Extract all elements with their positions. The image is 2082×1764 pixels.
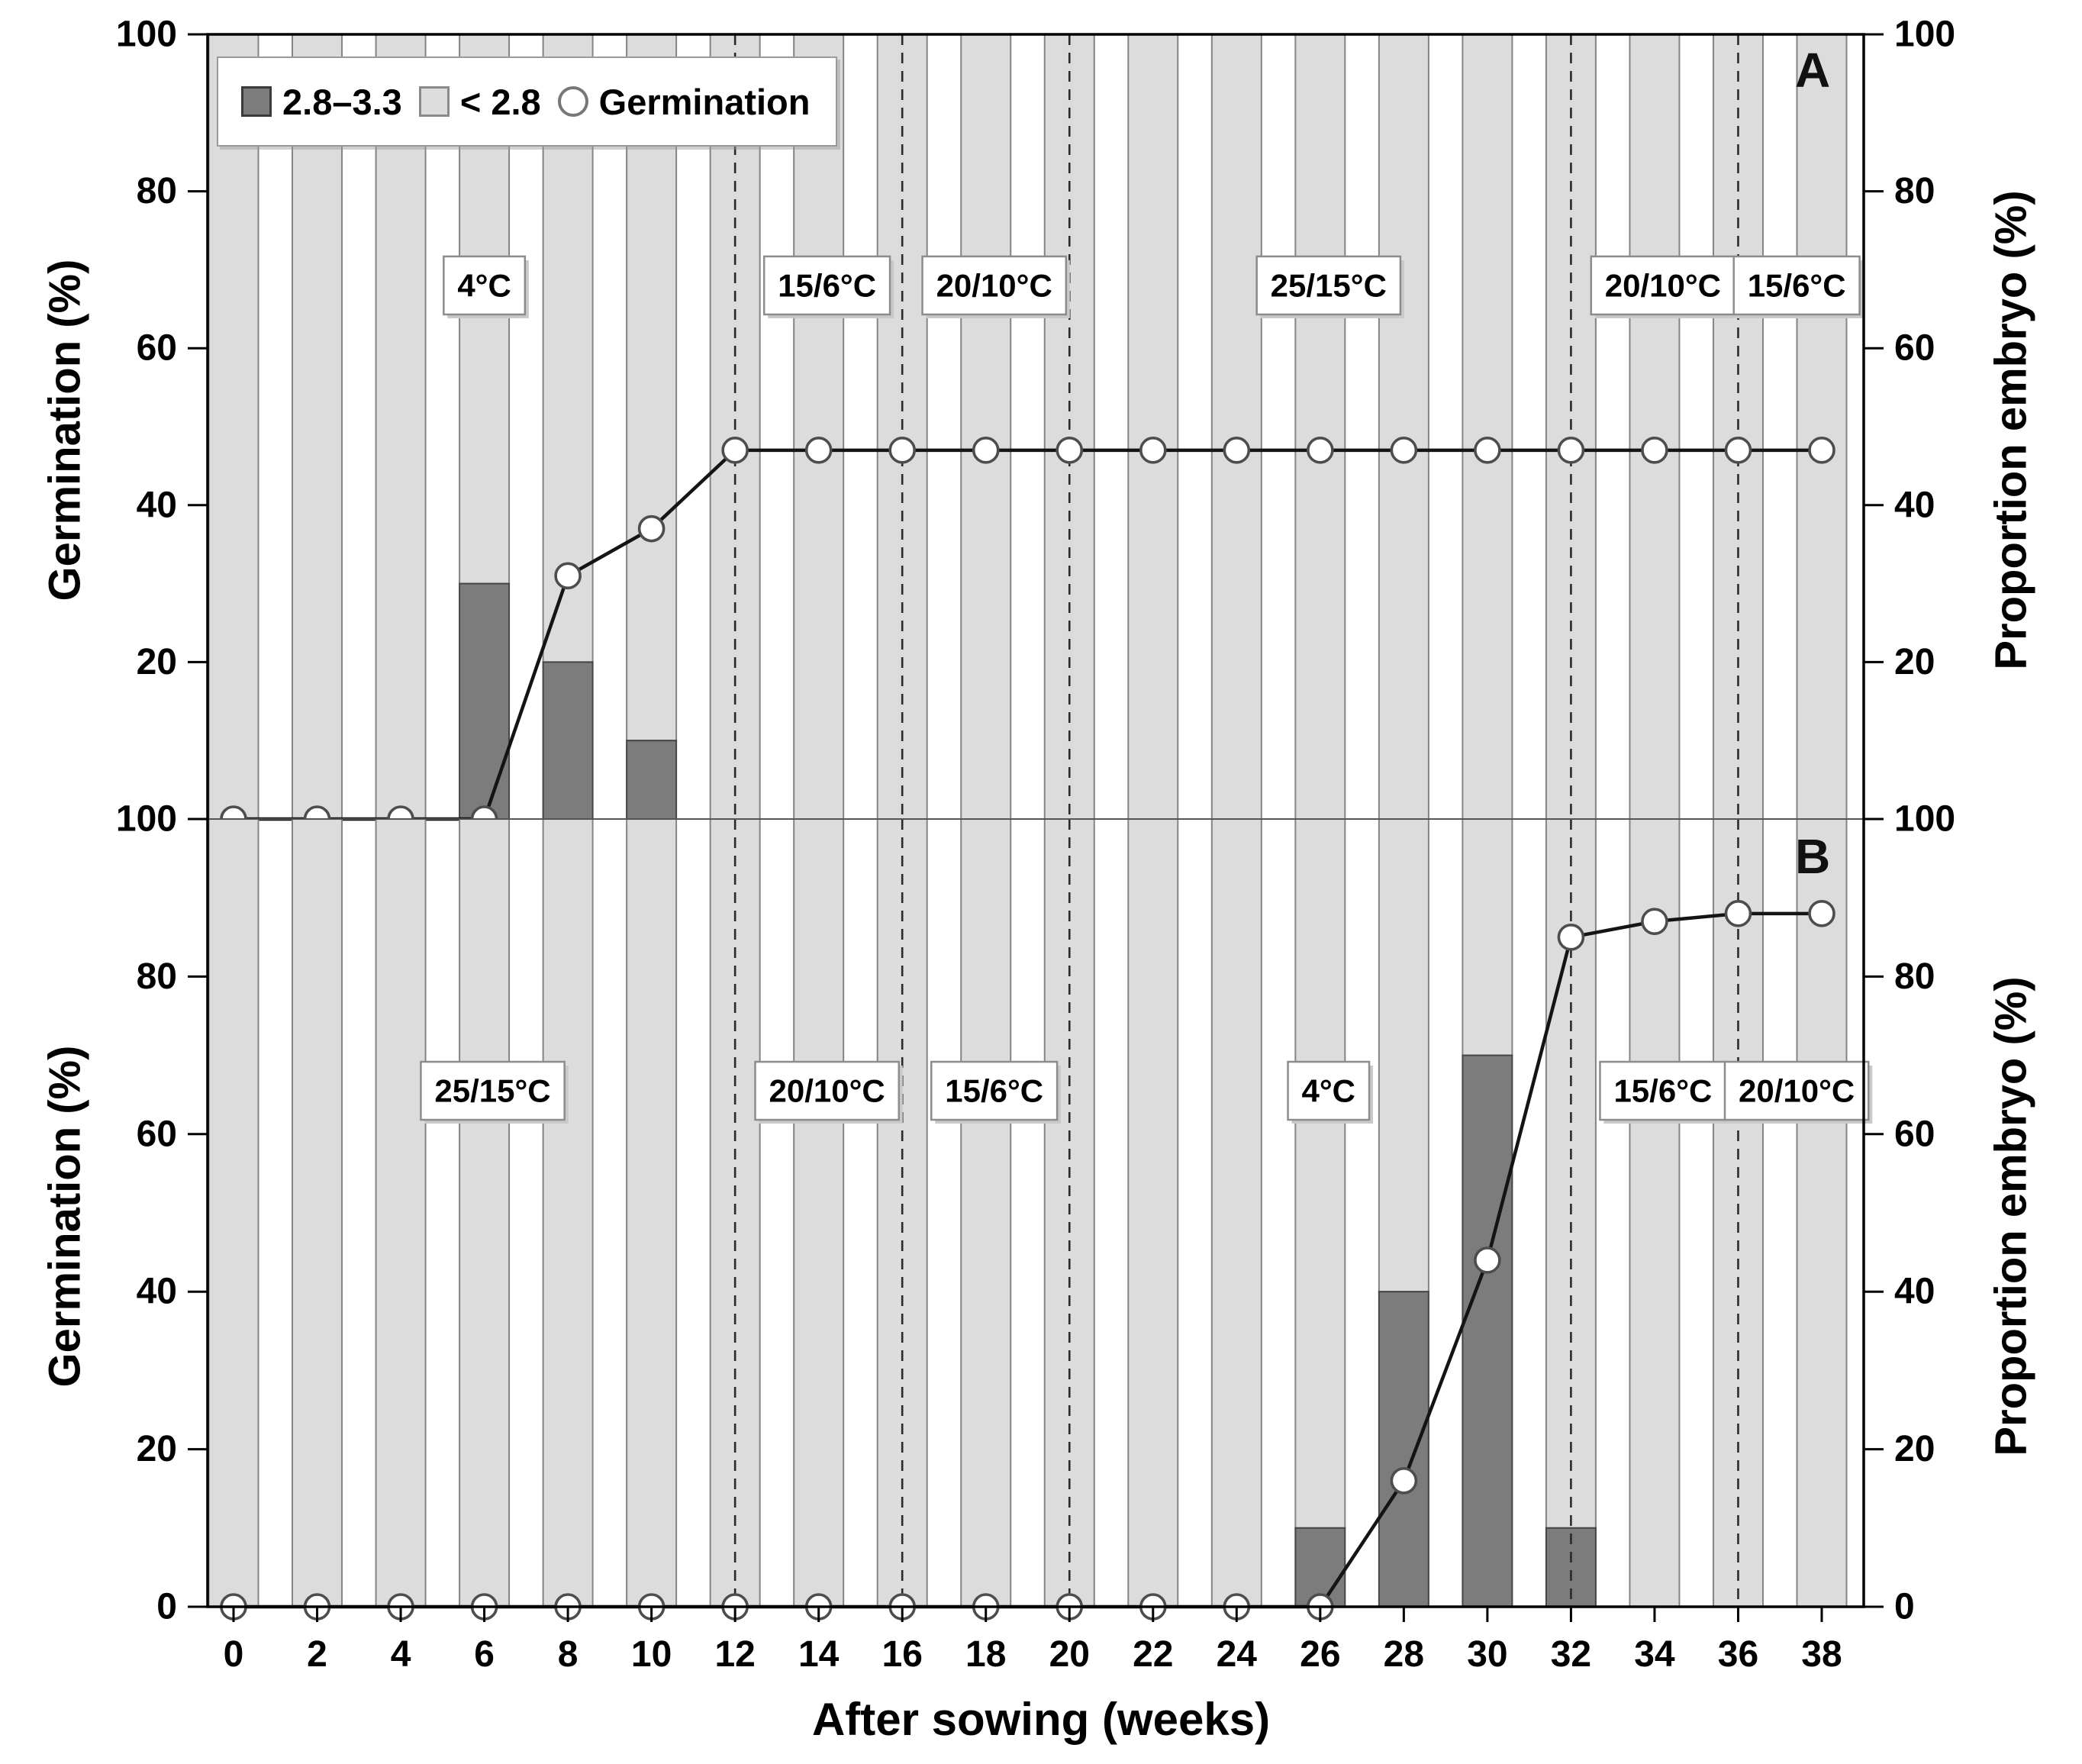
ytick-label-right-B-80: 80	[1894, 956, 1935, 997]
bar-light-A-w4	[376, 34, 426, 819]
ytick-label-left-B-0: 0	[156, 1586, 177, 1627]
bar-light-B-w22	[1128, 819, 1178, 1607]
bar-dark-B-w30	[1462, 1056, 1512, 1607]
bar-light-B-w8	[543, 819, 593, 1607]
germination-point-B-w32	[1558, 925, 1583, 950]
bar-light-B-w6	[459, 819, 509, 1607]
xtick-label-w2: 2	[307, 1634, 327, 1675]
ytick-label-left-A-60: 60	[136, 327, 177, 369]
ytick-label-left-A-40: 40	[136, 485, 177, 526]
ytick-label-right-B-100: 100	[1894, 798, 1956, 840]
bar-light-B-w18	[961, 819, 1010, 1607]
xtick-label-w4: 4	[390, 1634, 411, 1675]
ytick-label-right-B-40: 40	[1894, 1271, 1935, 1312]
xtick-label-w34: 34	[1634, 1634, 1675, 1675]
xtick-label-w8: 8	[557, 1634, 579, 1675]
bar-dark-A-w10	[627, 740, 676, 819]
ytick-label-left-B-100: 100	[115, 798, 177, 840]
bar-light-A-w30	[1462, 34, 1512, 819]
xtick-label-w22: 22	[1133, 1634, 1174, 1675]
germination-point-A-w32	[1558, 438, 1583, 463]
bar-light-A-w22	[1128, 34, 1178, 819]
ytick-label-right-A-80: 80	[1894, 171, 1935, 212]
bar-light-A-w14	[794, 34, 843, 819]
bar-light-B-w0	[209, 819, 259, 1607]
y-axis-title-left-B: Germination (%)	[40, 1045, 90, 1388]
germination-point-A-w34	[1642, 438, 1667, 463]
phase-label-text-B: 15/6°C	[1613, 1072, 1713, 1109]
germination-point-A-w22	[1141, 438, 1165, 463]
y-axis-title-right-A: Proportion embryo (%)	[1986, 190, 2036, 670]
bar-light-A-w26	[1295, 34, 1345, 819]
bar-dark-B-w28	[1379, 1292, 1429, 1607]
legend-label-light: < 2.8	[459, 81, 541, 122]
bar-light-A-w2	[292, 34, 342, 819]
ytick-label-right-A-20: 20	[1894, 641, 1935, 682]
bar-light-B-w34	[1629, 819, 1679, 1607]
light-square-swatch-icon	[419, 86, 450, 117]
bar-light-B-w26	[1295, 819, 1345, 1528]
ytick-label-left-B-80: 80	[136, 956, 177, 997]
germination-point-A-w10	[640, 517, 664, 541]
panel-letter-A: A	[1795, 43, 1831, 98]
dark-square-swatch-icon	[241, 86, 272, 117]
xtick-label-w18: 18	[965, 1634, 1007, 1675]
germination-point-A-w26	[1308, 438, 1333, 463]
xtick-label-w10: 10	[630, 1634, 672, 1675]
y-axis-title-right-B: Proportion embryo (%)	[1986, 976, 2036, 1456]
legend-label-dark: 2.8–3.3	[282, 81, 402, 122]
germination-point-A-w36	[1726, 438, 1750, 463]
ytick-label-left-A-20: 20	[136, 641, 177, 682]
xtick-label-w28: 28	[1383, 1634, 1425, 1675]
phase-label-text-A: 15/6°C	[778, 267, 877, 304]
germination-point-A-w12	[723, 438, 747, 463]
xtick-label-w14: 14	[798, 1634, 840, 1675]
ytick-label-right-B-0: 0	[1894, 1586, 1915, 1627]
xtick-label-w38: 38	[1801, 1634, 1842, 1675]
germination-point-A-w14	[807, 438, 831, 463]
germination-point-B-w34	[1642, 909, 1667, 934]
xtick-label-w0: 0	[223, 1634, 244, 1675]
germination-point-A-w20	[1057, 438, 1081, 463]
germination-point-A-w38	[1810, 438, 1834, 463]
xtick-label-w20: 20	[1049, 1634, 1090, 1675]
phase-label-text-B: 20/10°C	[769, 1072, 885, 1109]
bar-dark-A-w8	[543, 662, 593, 819]
bar-light-A-w38	[1797, 34, 1846, 819]
germination-point-A-w30	[1475, 438, 1500, 463]
bar-light-A-w18	[961, 34, 1010, 819]
phase-label-text-A: 25/15°C	[1270, 267, 1387, 304]
open-circle-swatch-icon	[558, 86, 588, 117]
germination-point-A-w18	[974, 438, 998, 463]
ytick-label-left-A-100: 100	[115, 14, 177, 55]
legend-label-germination: Germination	[598, 81, 811, 122]
phase-label-text-A: 20/10°C	[1604, 267, 1722, 304]
legend	[217, 56, 837, 147]
ytick-label-right-A-40: 40	[1894, 485, 1935, 526]
phase-label-text-B: 4°C	[1301, 1072, 1356, 1109]
xtick-label-w36: 36	[1717, 1634, 1759, 1675]
ytick-label-right-B-60: 60	[1894, 1114, 1935, 1155]
bar-light-A-w34	[1629, 34, 1679, 819]
bar-dark-A-w6	[459, 584, 509, 819]
ytick-label-left-B-20: 20	[136, 1429, 177, 1470]
bar-light-B-w10	[627, 819, 676, 1607]
ytick-label-left-B-60: 60	[136, 1114, 177, 1155]
legend-item-dark	[241, 81, 402, 123]
germination-point-A-w16	[890, 438, 914, 463]
bar-light-B-w2	[292, 819, 342, 1607]
germination-point-B-w30	[1475, 1248, 1500, 1272]
phase-label-text-B: 20/10°C	[1739, 1072, 1855, 1109]
phase-label-text-A: 4°C	[457, 267, 511, 304]
xtick-label-w12: 12	[714, 1634, 756, 1675]
xtick-label-w30: 30	[1467, 1634, 1508, 1675]
bar-light-B-w4	[376, 819, 426, 1607]
bar-light-A-w0	[209, 34, 259, 819]
ytick-label-left-A-80: 80	[136, 171, 177, 212]
ytick-label-left-B-40: 40	[136, 1271, 177, 1312]
phase-label-text-B: 25/15°C	[434, 1072, 551, 1109]
germination-point-B-w28	[1391, 1469, 1416, 1493]
bar-light-A-w28	[1379, 34, 1429, 819]
phase-label-text-B: 15/6°C	[945, 1072, 1044, 1109]
bar-light-B-w24	[1212, 819, 1262, 1607]
germination-point-B-w38	[1810, 901, 1834, 926]
germination-point-B-w36	[1726, 901, 1750, 926]
germination-point-A-w24	[1224, 438, 1249, 463]
bar-light-A-w24	[1212, 34, 1262, 819]
xtick-label-w16: 16	[881, 1634, 923, 1675]
y-axis-title-left-A: Germination (%)	[40, 259, 90, 601]
ytick-label-right-B-20: 20	[1894, 1429, 1935, 1470]
bar-light-B-w38	[1797, 819, 1846, 1607]
phase-label-text-A: 15/6°C	[1747, 267, 1846, 304]
germination-point-A-w28	[1391, 438, 1416, 463]
xtick-label-w6: 6	[474, 1634, 495, 1675]
xtick-label-w32: 32	[1550, 1634, 1592, 1675]
ytick-label-right-A-100: 100	[1894, 14, 1956, 55]
legend-item-light	[419, 81, 541, 123]
germination-point-A-w8	[556, 563, 580, 588]
bar-light-B-w28	[1379, 819, 1429, 1292]
panel-letter-B: B	[1795, 829, 1831, 884]
xtick-label-w26: 26	[1300, 1634, 1341, 1675]
ytick-label-right-A-60: 60	[1894, 327, 1935, 369]
phase-label-text-A: 20/10°C	[936, 267, 1052, 304]
xtick-label-w24: 24	[1216, 1634, 1258, 1675]
x-axis-title: After sowing (weeks)	[811, 1694, 1271, 1745]
legend-item-germination	[558, 81, 811, 123]
bar-light-B-w14	[794, 819, 843, 1607]
bar-light-B-w30	[1462, 819, 1512, 1056]
